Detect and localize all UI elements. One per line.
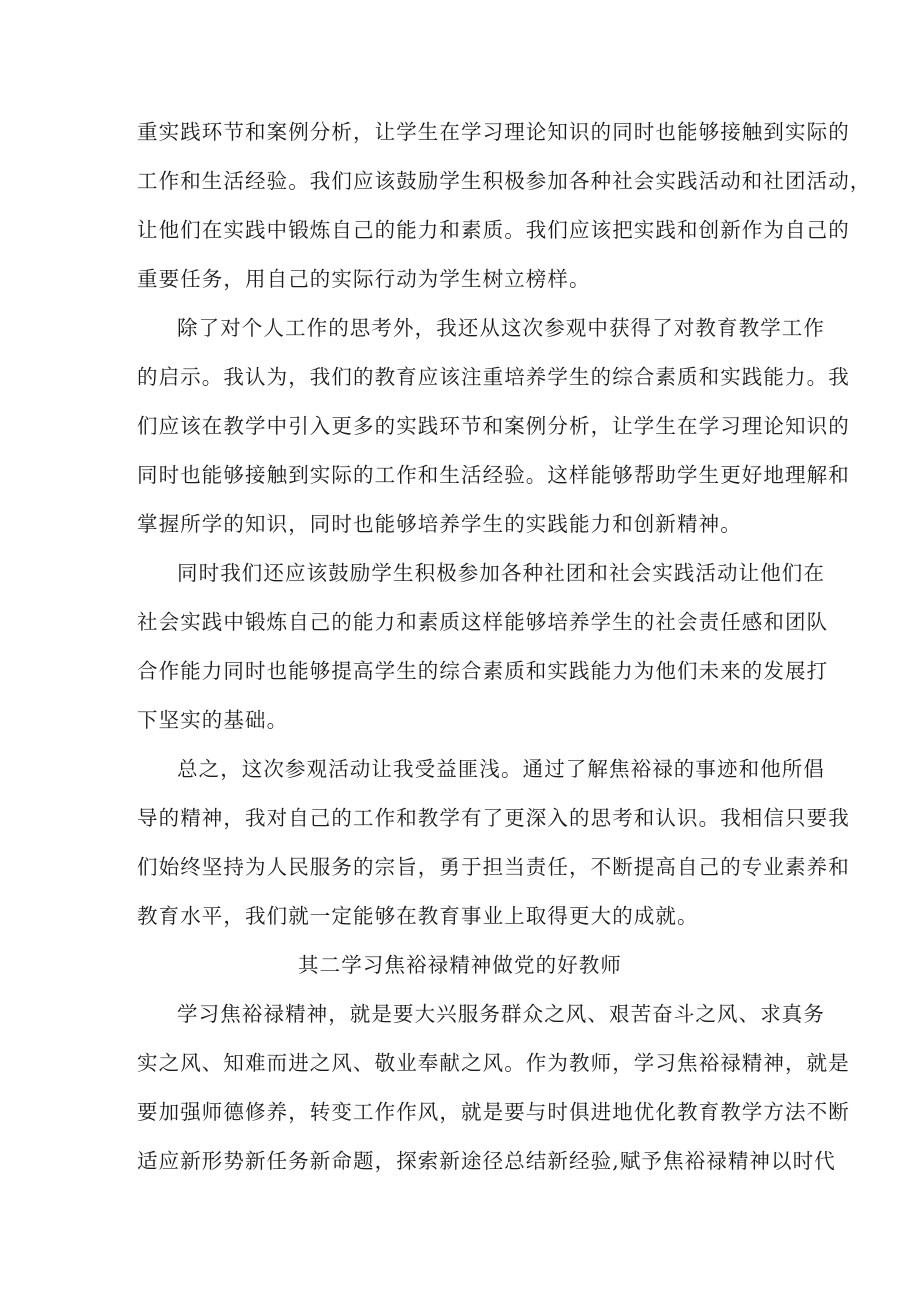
- body-text-line: 工作和生活经验。我们应该鼓励学生积极参加各种社会实践活动和社团活动，: [137, 169, 872, 193]
- paragraph-first-line: 学习焦裕禄精神，就是要大兴服务群众之风、艰苦奋斗之风、求真务: [177, 1002, 825, 1026]
- body-text-line: 同时也能够接触到实际的工作和生活经验。这样能够帮助学生更好地理解和: [137, 463, 850, 487]
- body-text-line: 掌握所学的知识，同时也能够培养学生的实践能力和创新精神。: [137, 512, 742, 536]
- paragraph-first-line: 同时我们还应该鼓励学生积极参加各种社团和社会实践活动让他们在: [177, 561, 825, 585]
- body-text-line: 适应新形势新任务新命题，探索新途径总结新经验,赋予焦裕禄精神以时代: [137, 1149, 836, 1173]
- body-text-line: 重要任务，用自己的实际行动为学生树立榜样。: [137, 267, 591, 291]
- body-text-line: 的启示。我认为，我们的教育应该注重培养学生的综合素质和实践能力。我: [137, 365, 850, 389]
- section-heading: 其二学习焦裕禄精神做党的好教师: [298, 953, 622, 977]
- body-text-line: 下坚实的基础。: [137, 708, 289, 732]
- body-text-line: 让他们在实践中锻炼自己的能力和素质。我们应该把实践和创新作为自己的: [137, 218, 850, 242]
- body-text-line: 要加强师德修养，转变工作作风，就是要与时俱进地优化教育教学方法不断: [137, 1100, 850, 1124]
- body-text-line: 们应该在教学中引入更多的实践环节和案例分析，让学生在学习理论知识的: [137, 414, 850, 438]
- body-text-line: 合作能力同时也能够提高学生的综合素质和实践能力为他们未来的发展打: [137, 659, 829, 683]
- body-text-line: 重实践环节和案例分析，让学生在学习理论知识的同时也能够接触到实际的: [137, 120, 850, 144]
- paragraph-first-line: 总之，这次参观活动让我受益匪浅。通过了解焦裕禄的事迹和他所倡: [177, 757, 825, 781]
- body-text-line: 社会实践中锻炼自己的能力和素质这样能够培养学生的社会责任感和团队: [137, 610, 829, 634]
- body-text-line: 导的精神，我对自己的工作和教学有了更深入的思考和认识。我相信只要我: [137, 806, 850, 830]
- body-text-line: 们始终坚持为人民服务的宗旨，勇于担当责任，不断提高自己的专业素养和: [137, 855, 850, 879]
- paragraph-first-line: 除了对个人工作的思考外，我还从这次参观中获得了对教育教学工作: [177, 316, 825, 340]
- body-text-line: 实之风、知难而进之风、敬业奉献之风。作为教师，学习焦裕禄精神，就是: [137, 1051, 850, 1075]
- body-text-line: 教育水平，我们就一定能够在教育事业上取得更大的成就。: [137, 904, 699, 928]
